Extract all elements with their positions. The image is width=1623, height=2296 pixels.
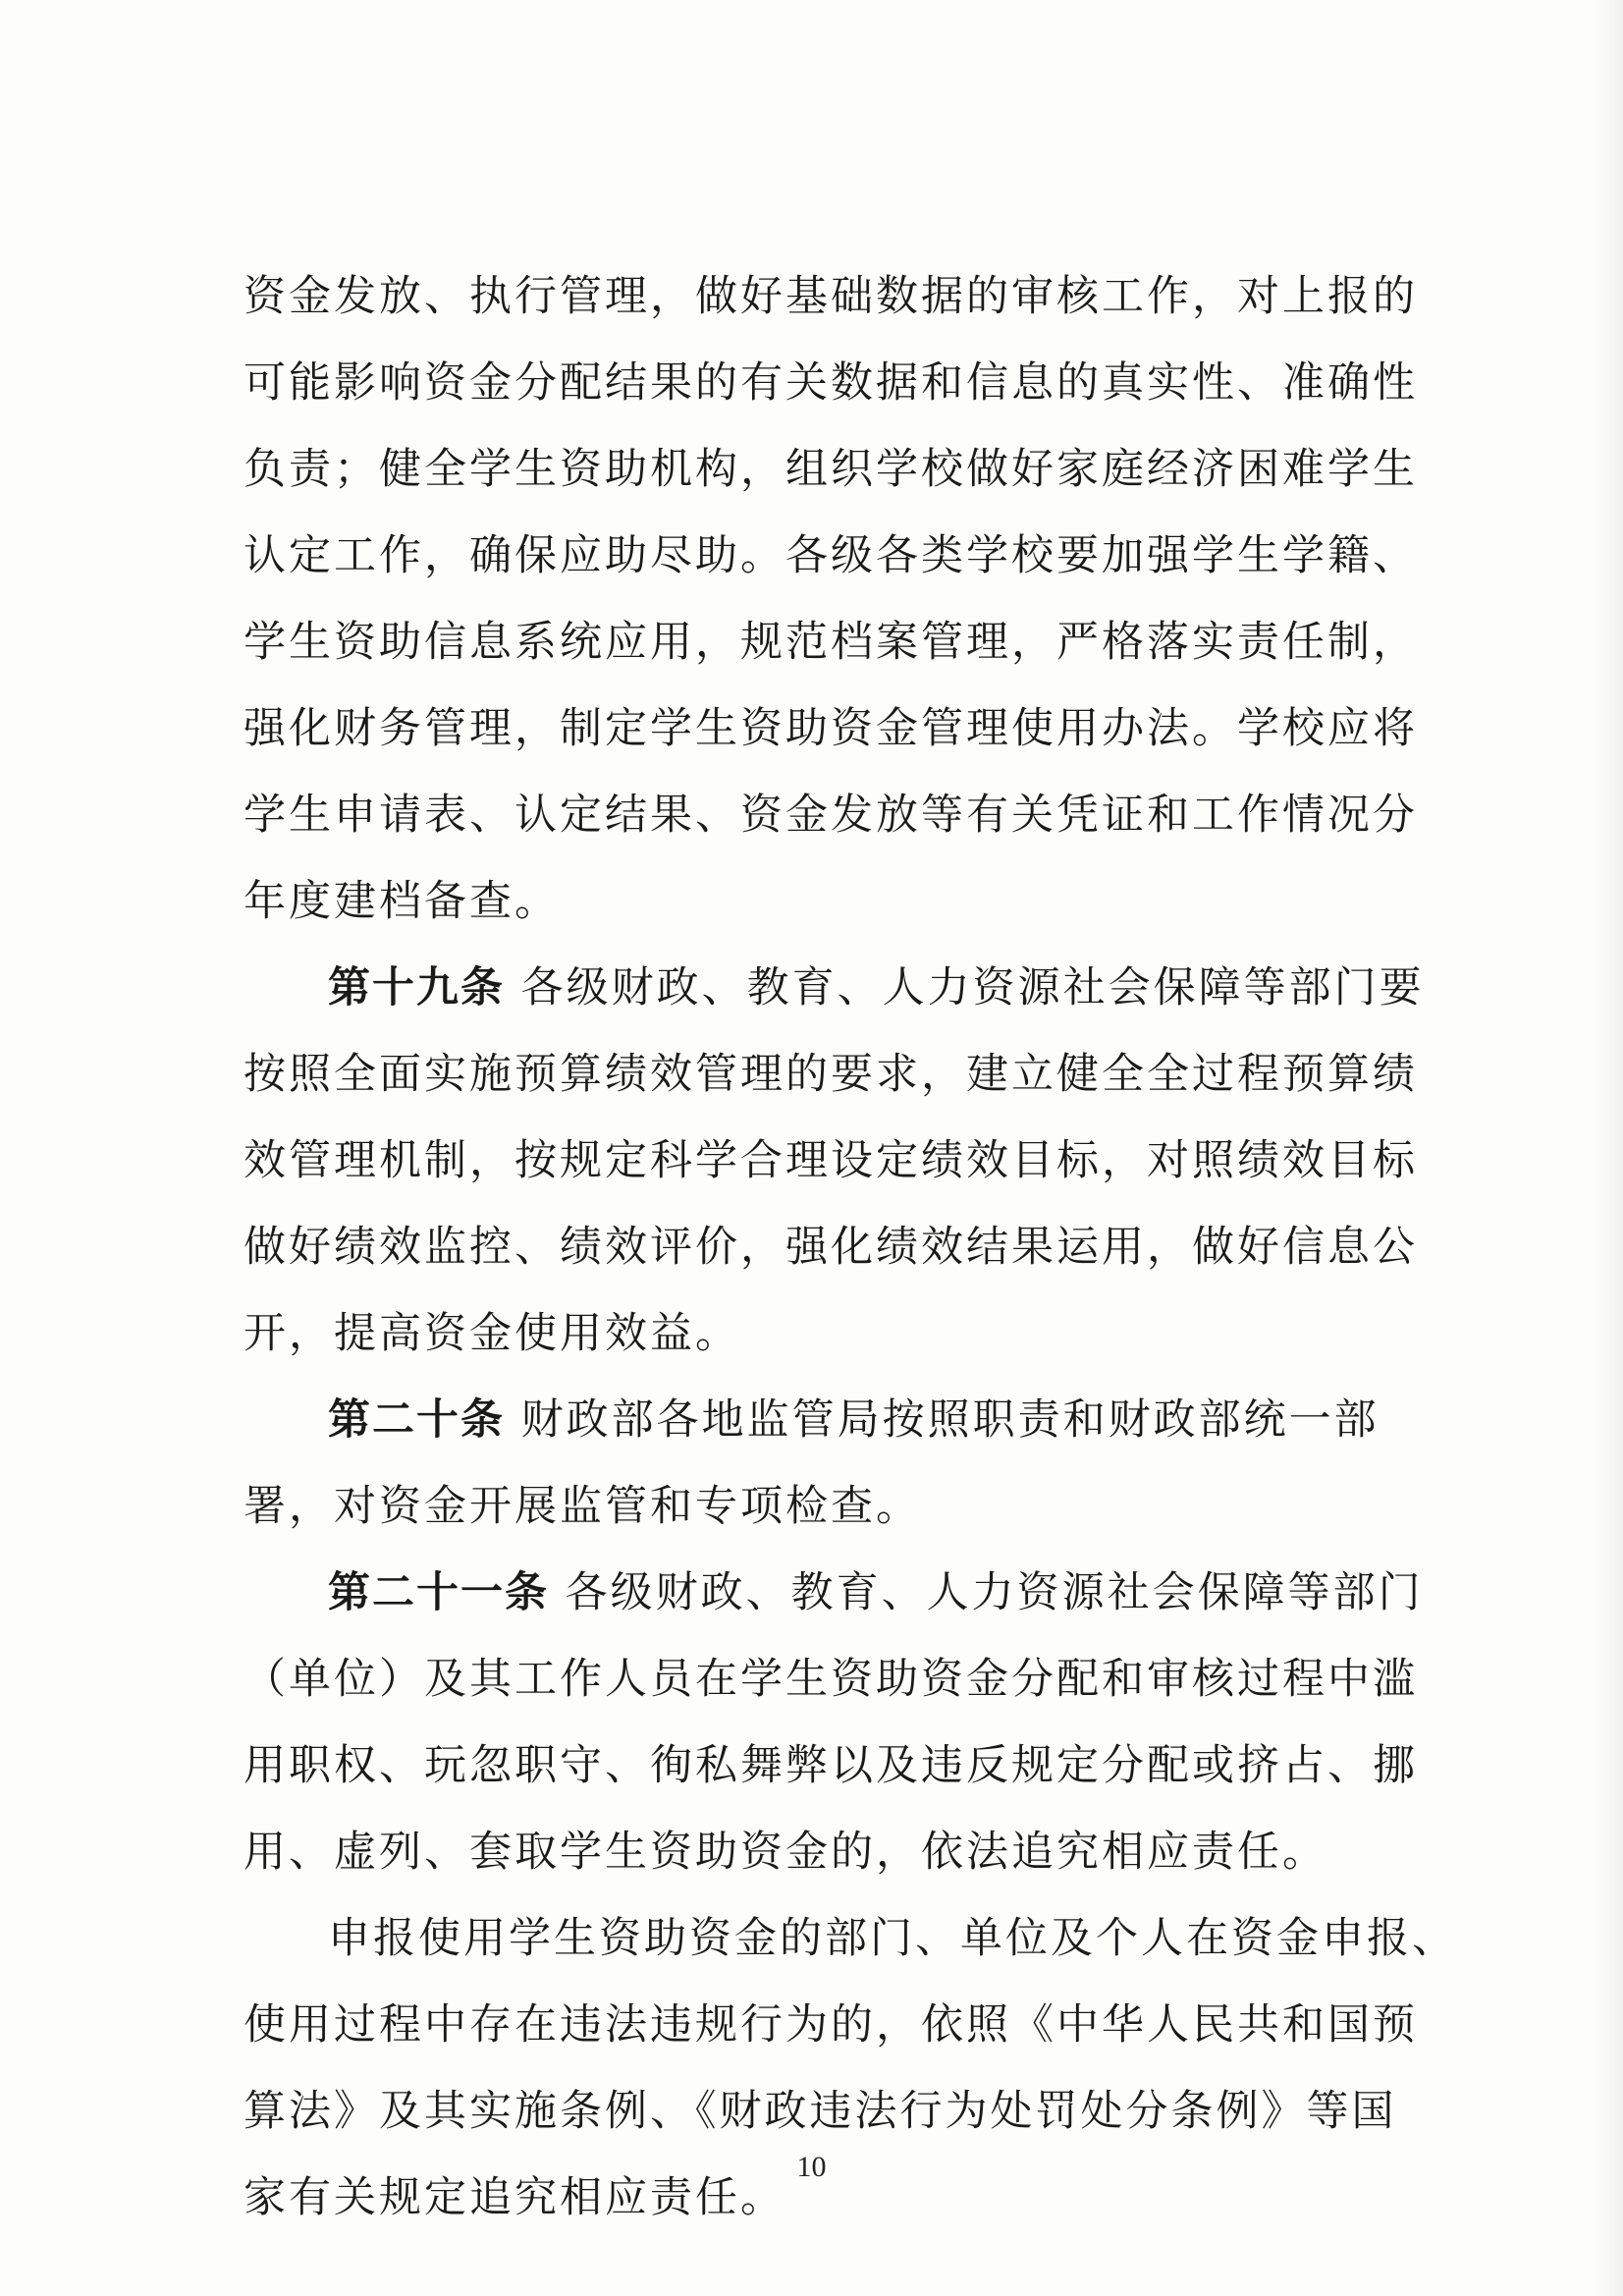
text-line: 用、虚列、套取学生资助资金的，依法追究相应责任。 xyxy=(243,1828,1327,1877)
text-line: 开，提高资金使用效益。 xyxy=(243,1309,740,1358)
text-line: 负责；健全学生资助机构，组织学校做好家庭经济困难学生 xyxy=(243,445,1418,494)
text-line: 效管理机制，按规定科学合理设定绩效目标，对照绩效目标 xyxy=(243,1136,1418,1185)
article-text xyxy=(505,963,521,1012)
article-text: 财政部各地监管局按照职责和财政部统一部 xyxy=(520,1395,1380,1445)
text-line: 学生申请表、认定结果、资金发放等有关凭证和工作情况分 xyxy=(243,791,1418,840)
text-line: 学生资助信息系统应用，规范档案管理，严格落实责任制， xyxy=(243,618,1418,667)
article-text xyxy=(505,1395,521,1445)
text-line: 资金发放、执行管理，做好基础数据的审核工作，对上报的 xyxy=(243,272,1418,321)
text-line: 年度建档备查。 xyxy=(243,877,560,926)
text-line: 算法》及其实施条例、《财政违法行为处罚处分条例》等国 xyxy=(243,2087,1397,2136)
text-line: 做好绩效监控、绩效评价，强化绩效结果运用，做好信息公 xyxy=(243,1223,1418,1272)
article-text xyxy=(549,1568,566,1617)
article-first-line xyxy=(243,1550,1424,1636)
text-line: 认定工作，确保应助尽助。各级各类学校要加强学生学籍、 xyxy=(243,531,1418,580)
text-line: 按照全面实施预算绩效管理的要求，建立健全全过程预算绩 xyxy=(243,1050,1418,1099)
text-line: 强化财务管理，制定学生资助资金管理使用办法。学校应将 xyxy=(243,704,1418,753)
article-heading: 第二十条 xyxy=(328,1395,505,1445)
page-number: 10 xyxy=(796,2151,827,2183)
scan-edge-shadow xyxy=(1596,0,1623,2296)
text-line: 署，对资金开展监管和专项检查。 xyxy=(243,1482,921,1531)
text-line: 可能影响资金分配结果的有关数据和信息的真实性、准确性 xyxy=(243,358,1418,408)
text-line: 家有关规定追究相应责任。 xyxy=(243,2173,785,2222)
article-text: 各级财政、教育、人力资源社会保障等部门 xyxy=(565,1568,1424,1617)
article-first-line xyxy=(243,1377,1387,1463)
text-line: （单位）及其工作人员在学生资助资金分配和审核过程中滥 xyxy=(243,1655,1418,1704)
text-line: 用职权、玩忽职守、徇私舞弊以及违反规定分配或挤占、挪 xyxy=(243,1741,1418,1790)
article-text: 各级财政、教育、人力资源社会保障等部门要 xyxy=(520,963,1425,1012)
article-first-line xyxy=(243,945,1425,1031)
article-heading: 第二十一条 xyxy=(328,1568,549,1617)
body-text xyxy=(243,253,1457,2241)
text-line: 使用过程中存在违法违规行为的，依照《中华人民共和国预 xyxy=(243,2000,1418,2050)
text-line: 申报使用学生资助资金的部门、单位及个人在资金申报、 xyxy=(328,1914,1457,1963)
article-heading: 第十九条 xyxy=(328,963,505,1012)
